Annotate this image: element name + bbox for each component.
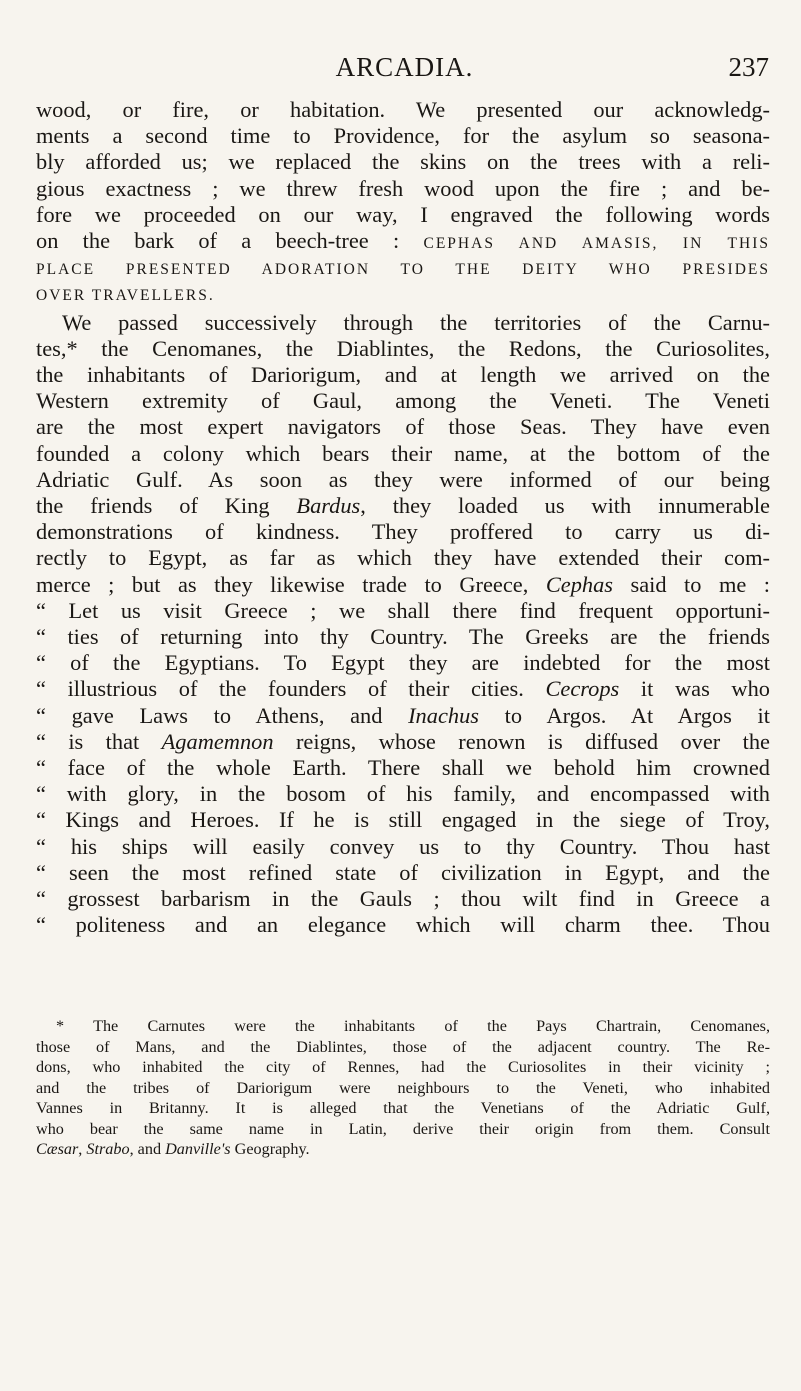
footnote: [36, 1016, 770, 1160]
footnote-line: * The Carnutes were the inhabitants of the Pays Chartrain, Cenomanes,: [56, 1017, 770, 1035]
text-line: [36, 493, 770, 519]
text-line: the inhabitants of Dariorigum, and at length we arrived on the: [36, 362, 770, 388]
text-line: [36, 729, 770, 755]
italic-name: Cæsar: [36, 1140, 79, 1158]
text-line: rectly to Egypt, as far as which they have extended their com-: [36, 545, 770, 571]
text-line: We passed successively through the territories of the Carnu-: [62, 309, 770, 335]
footnote-line: those of Mans, and the Diablintes, those of the adjacent country. The Re-: [36, 1037, 770, 1056]
text-line: bly afforded us; we replaced the skins on the trees with a reli-: [36, 149, 770, 175]
text-line: “ seen the most refined state of civilization in Egypt, and the: [36, 859, 770, 885]
paragraph-2: [36, 310, 770, 939]
page-header: [36, 52, 773, 92]
text-line: [36, 228, 770, 257]
text-line: “ face of the whole Earth. There shall we behold him crowned: [36, 755, 770, 781]
italic-name: Danville's: [165, 1140, 231, 1158]
text-fragment: Geography.: [230, 1140, 310, 1158]
text-fragment: said to me :: [613, 571, 771, 597]
footnote-line: dons, who inhabited the city of Rennes, had the Curiosolites in their vicinity ;: [36, 1058, 770, 1076]
text-line: Adriatic Gulf. As soon as they were informed of our being: [36, 466, 770, 492]
italic-name: Cecrops: [545, 676, 620, 702]
text-line: “ politeness and an elegance which will charm thee. Thou: [36, 912, 770, 938]
text-line: wood, or fire, or habitation. We presented our acknowledg-: [36, 97, 770, 122]
footnote-line: Vannes in Britanny. It is alleged that the Venetians of the Adriatic Gulf,: [36, 1099, 770, 1117]
text-line: “ grossest barbarism in the Gauls ; thou wilt find in Greece a: [36, 886, 770, 912]
italic-name: Agamemnon: [161, 728, 274, 754]
text-line: Western extremity of Gaul, among the Veneti. The Veneti: [36, 388, 770, 414]
text-line: [36, 703, 770, 729]
paragraph-1: [36, 97, 770, 310]
text-line: gious exactness ; we threw fresh wood upon the fire ; and be-: [36, 175, 770, 201]
text-line: “ ties of returning into thy Country. The Greeks are the friends: [36, 624, 770, 650]
text-fragment: , they loaded us with innumerable: [360, 493, 770, 519]
text-line: “ with glory, in the bosom of his family, and encompassed with: [36, 781, 770, 807]
italic-name: Inachus: [408, 702, 479, 728]
text-line: [36, 572, 770, 598]
footnote-line: who bear the same name in Latin, derive their origin from them. Consult: [36, 1119, 770, 1138]
text-fragment: merce ; but as they likewise trade to Greece,: [36, 571, 546, 597]
italic-name: Strabo: [86, 1140, 130, 1158]
page-number: 237: [728, 52, 769, 82]
italic-name: Bardus: [296, 493, 361, 519]
text-fragment: reigns, whose renown is diffused over the: [273, 728, 770, 754]
text-fragment: “ illustrious of the founders of their cities.: [36, 676, 546, 702]
text-line: tes,* the Cenomanes, the Diablintes, the Redons, the Curiosolites,: [36, 335, 770, 361]
body-text: [36, 97, 770, 939]
italic-name: Cephas: [545, 571, 614, 597]
footnote-line: [36, 1139, 770, 1160]
inscription-text: CEPHAS AND AMASIS, IN THIS: [423, 235, 770, 253]
text-line: “ his ships will easily convey us to thy Country. Thou hast: [36, 833, 770, 859]
text-fragment: to Argos. At Argos it: [478, 702, 770, 728]
text-line: “ of the Egyptians. To Egypt they are indebted for the most: [36, 650, 770, 676]
footnote-line: and the tribes of Dariorigum were neighbours to the Veneti, who inhabited: [36, 1078, 770, 1097]
inscription-text: PLACE PRESENTED ADORATION TO THE DEITY WHO PRESIDES: [36, 261, 770, 279]
text-line: demonstrations of kindness. They proffered to carry us di-: [36, 519, 770, 545]
text-fragment: on the bark of a beech-tree :: [36, 228, 424, 254]
text-fragment: it was who: [619, 676, 770, 702]
text-line: “ Let us visit Greece ; we shall there find frequent opportuni-: [36, 597, 770, 623]
text-line: [36, 676, 770, 702]
text-line: fore we proceeded on our way, I engraved the following words: [36, 201, 770, 227]
running-title: ARCADIA.: [335, 52, 474, 82]
text-line: “ Kings and Heroes. If he is still engaged in the siege of Troy,: [36, 807, 770, 833]
text-line: founded a colony which bears their name, at the bottom of the: [36, 440, 770, 466]
text-fragment: the friends of King: [36, 493, 297, 519]
inscription-text: OVER TRAVELLERS.: [36, 287, 215, 305]
text-fragment: ,: [78, 1140, 87, 1158]
text-line: are the most expert navigators of those Seas. They have even: [36, 414, 770, 440]
text-fragment: “ is that: [36, 728, 162, 754]
text-fragment: , and: [129, 1140, 166, 1158]
text-line: ments a second time to Providence, for the asylum so seasona-: [36, 123, 770, 149]
text-fragment: “ gave Laws to Athens, and: [36, 702, 409, 728]
